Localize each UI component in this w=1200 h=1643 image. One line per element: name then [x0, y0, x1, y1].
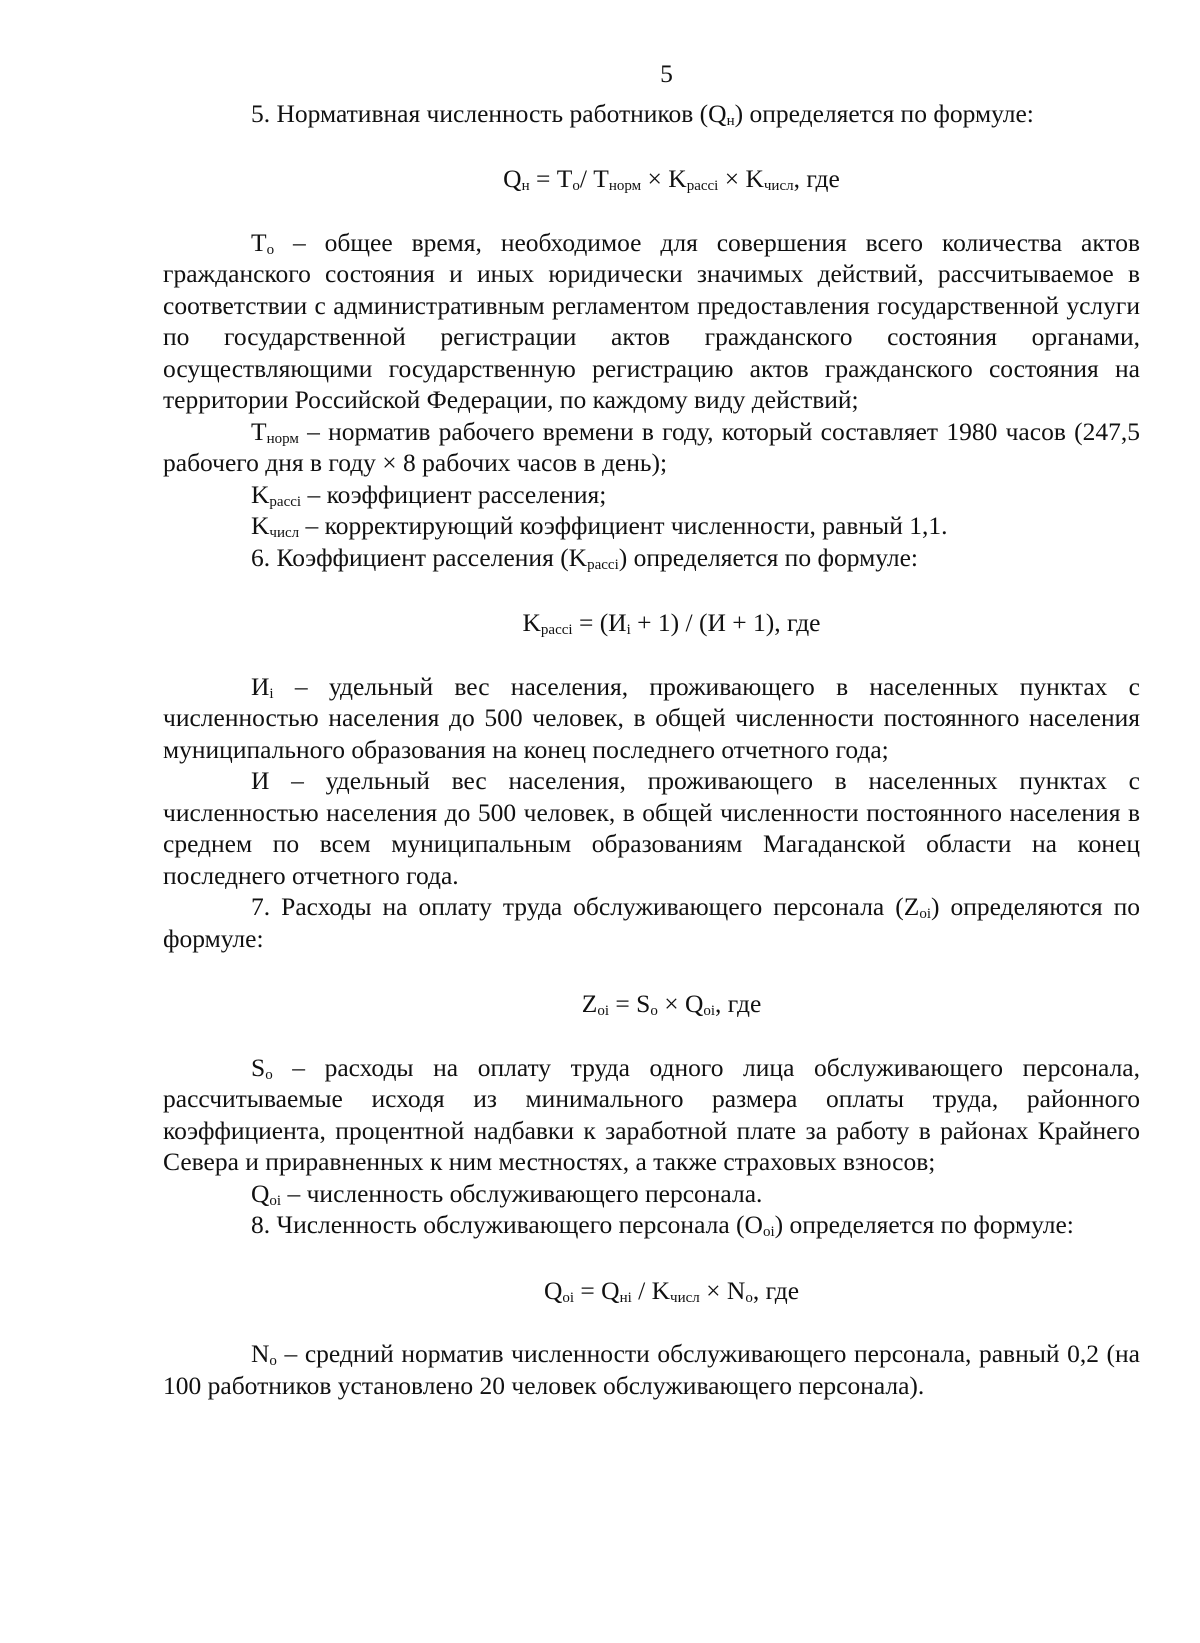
paragraph	[163, 671, 1140, 766]
formula	[163, 607, 1140, 639]
subscript: числ	[763, 178, 794, 194]
formula	[163, 163, 1140, 195]
text-run: – средний норматив численности обслуживающего персонала, равный 0,2 (на 100 работников установлено 20 человек обслуживающего персонала).	[163, 1339, 1140, 1400]
text-run: = T	[529, 164, 573, 193]
subscript: i	[626, 622, 631, 638]
text-run: И – удельный вес населения, проживающего в населенных пунктах с численностью населения до 500 человек, в общей численности постоянного населения в среднем по всем муниципальным образованиям Магаданской области на конец последнего отчетного года.	[163, 766, 1140, 890]
text-run: ) определяются по формуле:	[163, 892, 1141, 953]
subscript: oi	[703, 1003, 716, 1019]
text-run: N	[251, 1339, 270, 1368]
subscript: oi	[269, 1192, 282, 1209]
text-run: = S	[608, 989, 651, 1018]
text-run: – норматив рабочего времени в году, который составляет 1980 часов (247,5 рабочего дня в году × 8 рабочих часов в день);	[163, 416, 1140, 477]
document-body	[163, 98, 1140, 1402]
formula	[163, 988, 1140, 1020]
text-run: 5. Нормативная численность работников (Q	[251, 98, 727, 128]
subscript: oi	[762, 1224, 775, 1240]
paragraph	[163, 1209, 1140, 1241]
text-run: × Q	[657, 989, 704, 1018]
text-run: × N	[699, 1275, 746, 1305]
subscript: рассi	[686, 178, 719, 194]
text-run: / K	[631, 1275, 671, 1305]
subscript: i	[269, 685, 274, 702]
page-number: 5	[660, 59, 673, 88]
paragraph	[163, 227, 1140, 416]
subscript: o	[265, 1066, 273, 1083]
text-run: + 1) / (И + 1), где	[630, 608, 821, 637]
paragraph	[163, 416, 1140, 479]
text-run: T	[251, 227, 267, 257]
text-run: – расходы на оплату труда одного лица обслуживающего персонала, рассчитываемые исходя из минимального размера оплаты труда, районного коэффициента, процентной надбавки к заработной плате за работу в районах Крайнего Севера и приравненных к ним местностях, а также страховых взносов;	[163, 1052, 1140, 1176]
text-run: Z	[581, 989, 598, 1018]
text-run: K	[251, 511, 270, 540]
paragraph	[163, 1052, 1140, 1178]
formula	[163, 1275, 1140, 1307]
subscript: oi	[562, 1289, 575, 1306]
text-run: – численность обслуживающего персонала.	[281, 1178, 763, 1208]
text-run: Q	[251, 1178, 270, 1208]
subscript: числ	[269, 525, 300, 541]
paragraph	[163, 765, 1140, 891]
subscript: рассi	[540, 622, 573, 638]
text-run: 6. Коэффициент расселения (K	[251, 542, 588, 572]
text-run: ) определяется по формуле:	[774, 1210, 1074, 1239]
text-run: × K	[641, 164, 687, 193]
paragraph	[163, 479, 1140, 511]
text-run: K	[522, 608, 541, 637]
text-run: 8. Численность обслуживающего персонала (O	[251, 1210, 763, 1239]
text-run: Q	[543, 1275, 563, 1305]
text-run: – коэффициент расселения;	[301, 479, 607, 509]
subscript: числ	[670, 1289, 700, 1306]
subscript: o	[650, 1003, 658, 1019]
text-run: И	[251, 671, 270, 701]
subscript: норм	[608, 178, 642, 194]
text-run: ) определяется по формуле:	[618, 542, 918, 572]
subscript: о	[266, 241, 275, 258]
text-run: – удельный вес населения, проживающего в населенных пунктах с численностью населения до 500 человек, в общей численности постоянного населения муниципального образования на конец последнего отчетного года;	[163, 671, 1140, 764]
paragraph	[163, 891, 1140, 954]
text-run: × K	[718, 164, 764, 193]
subscript: oi	[597, 1003, 609, 1019]
text-run: / T	[579, 164, 609, 193]
text-run: Q	[503, 164, 522, 193]
text-run: – корректирующий коэффициент численности, равный 1,1.	[299, 511, 948, 540]
subscript: нi	[619, 1289, 632, 1306]
text-run: K	[251, 479, 270, 509]
text-run: = (И	[572, 608, 627, 637]
subscript: oi	[919, 906, 931, 922]
text-run: T	[251, 416, 267, 446]
paragraph	[163, 1338, 1140, 1401]
paragraph	[163, 542, 1140, 574]
text-run: , где	[715, 989, 762, 1018]
text-run: , где	[752, 1275, 800, 1305]
paragraph	[163, 1178, 1140, 1210]
paragraph	[163, 510, 1140, 542]
text-run: = Q	[574, 1275, 620, 1305]
subscript: о	[572, 178, 580, 194]
paragraph	[163, 98, 1140, 130]
subscript: рассi	[587, 556, 619, 573]
text-run: ) определяется по формуле:	[734, 98, 1034, 128]
text-run: – общее время, необходимое для совершения всего количества актов гражданского состояния и иных юридически значимых действий, рассчитываемое в соответствии с административным регламентом предоставления государственной услуги по государственной регистрации актов гражданского состояния органами, осуществляющими государственную регистрацию актов гражданского состояния на территории Российской Федерации, по каждому виду действий;	[163, 227, 1140, 414]
subscript: o	[745, 1289, 753, 1306]
subscript: норм	[266, 430, 299, 447]
subscript: н	[521, 178, 530, 194]
text-run: S	[251, 1052, 266, 1082]
text-run: , где	[793, 164, 840, 193]
subscript: o	[269, 1353, 277, 1369]
text-run: 7. Расходы на оплату труда обслуживающего персонала (Z	[251, 892, 920, 921]
subscript: рассi	[269, 493, 302, 510]
subscript: н	[726, 112, 735, 129]
